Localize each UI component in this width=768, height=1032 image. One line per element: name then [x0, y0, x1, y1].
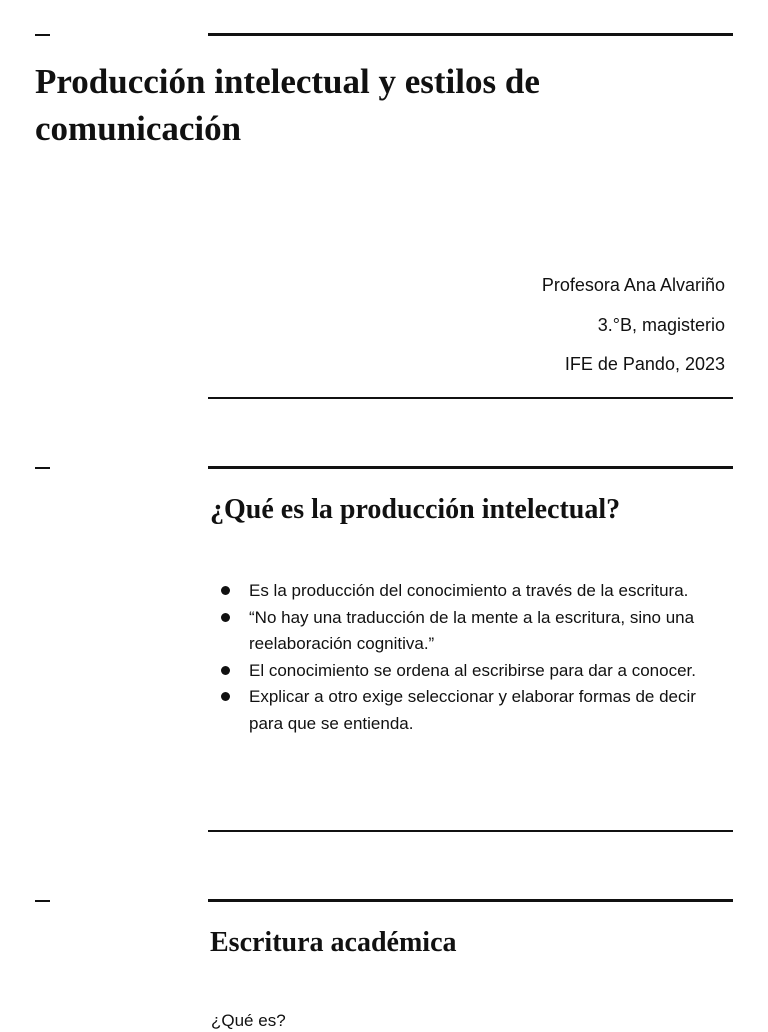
slide-marker [35, 467, 50, 469]
slide-bottom-rule [208, 830, 733, 832]
list-item [221, 578, 721, 605]
list-item-text: “No hay una traducción de la mente a la escritura, sino una reelaboración cognitiva.” [249, 607, 695, 653]
slide-top-rule [208, 33, 733, 36]
bullet-icon [221, 613, 230, 622]
slide-bottom-rule [208, 397, 733, 399]
list-item [221, 658, 721, 685]
bullet-icon [221, 692, 230, 701]
institution-line: IFE de Pando, 2023 [564, 354, 725, 374]
list-item-text: El conocimiento se ordena al escribirse para dar a conocer. [249, 660, 696, 680]
author-line: Profesora Ana Alvariño [541, 275, 725, 295]
slide-top-rule [208, 466, 733, 469]
slide-title: Escritura académica [210, 927, 457, 958]
list-item-text: Es la producción del conocimiento a través de la escritura. [249, 581, 689, 600]
bullet-icon [221, 666, 230, 675]
slide-title: Producción intelectual y estilos de comunicación [35, 62, 540, 148]
slide-question: ¿Qué es? [211, 1011, 286, 1030]
bullet-icon [221, 586, 230, 595]
slide-marker [35, 900, 50, 902]
list-item-text: Explicar a otro exige seleccionar y elaborar formas de decir para que se entienda. [249, 687, 696, 733]
slide-title: ¿Qué es la producción intelectual? [210, 494, 621, 525]
list-item [221, 605, 721, 658]
slide-marker [35, 34, 50, 36]
slide-top-rule [208, 899, 733, 902]
course-line: 3.°B, magisterio [597, 315, 725, 335]
list-item [221, 684, 721, 737]
bullet-list [221, 578, 721, 737]
